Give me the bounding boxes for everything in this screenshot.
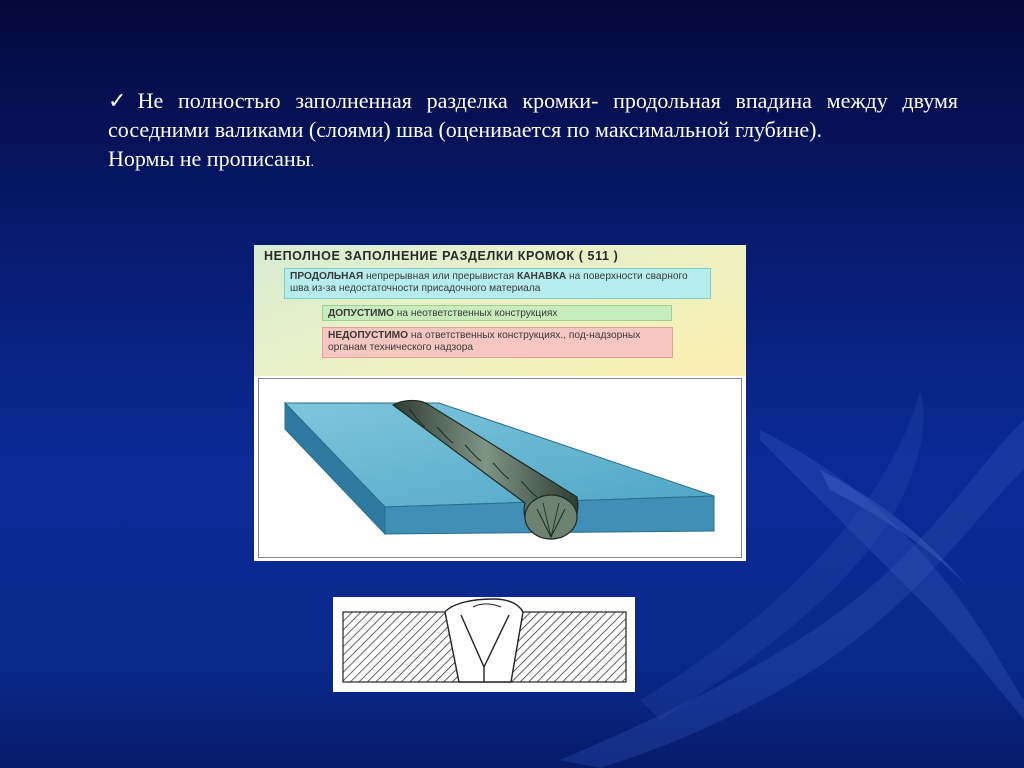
slide-text (108, 86, 958, 177)
weld-cross-section-figure (333, 597, 635, 692)
allowed-text: на неответственных конструкциях (393, 308, 558, 319)
welded-plate-illustration (259, 379, 743, 559)
paragraph-norms-period: . (310, 155, 314, 170)
paragraph-definition-text: Не полностью заполненная разделка кромки- продольная впадина между двумя соседними валиками (слоями) шва (оценивается по максимальной глубине). (108, 88, 958, 142)
allowed-term: ДОПУСТИМО (328, 308, 394, 319)
weld-cross-section-diagram (333, 597, 635, 692)
not-allowed-term: НЕДОПУСТИМО (328, 330, 409, 341)
not-allowed-text: на ответственных конструкциях., под-надзорных органам технического надзора (328, 330, 641, 353)
not-allowed-box (322, 327, 673, 358)
definition-term: ПРОДОЛЬНАЯ (290, 271, 364, 282)
definition-text-1: непрерывная или прерывистая (363, 271, 517, 282)
paragraph-definition (108, 86, 958, 144)
paragraph-norms-text: Нормы не прописаны (108, 146, 311, 171)
checkmark-icon: ✓ (108, 88, 136, 113)
defect-info-figure (254, 245, 746, 561)
defect-info-header (254, 245, 746, 376)
defect-title: НЕПОЛНОЕ ЗАПОЛНЕНИЕ РАЗДЕЛКИ КРОМОК ( 511 ) (264, 249, 619, 263)
plate-illustration-frame (258, 378, 742, 558)
definition-text-2: на поверхности сварного шва из-за недостаточности присадочного материала (290, 271, 688, 294)
definition-box (284, 268, 711, 299)
allowed-box (322, 305, 672, 321)
paragraph-norms (108, 144, 958, 177)
definition-term-2: КАНАВКА (516, 271, 567, 282)
